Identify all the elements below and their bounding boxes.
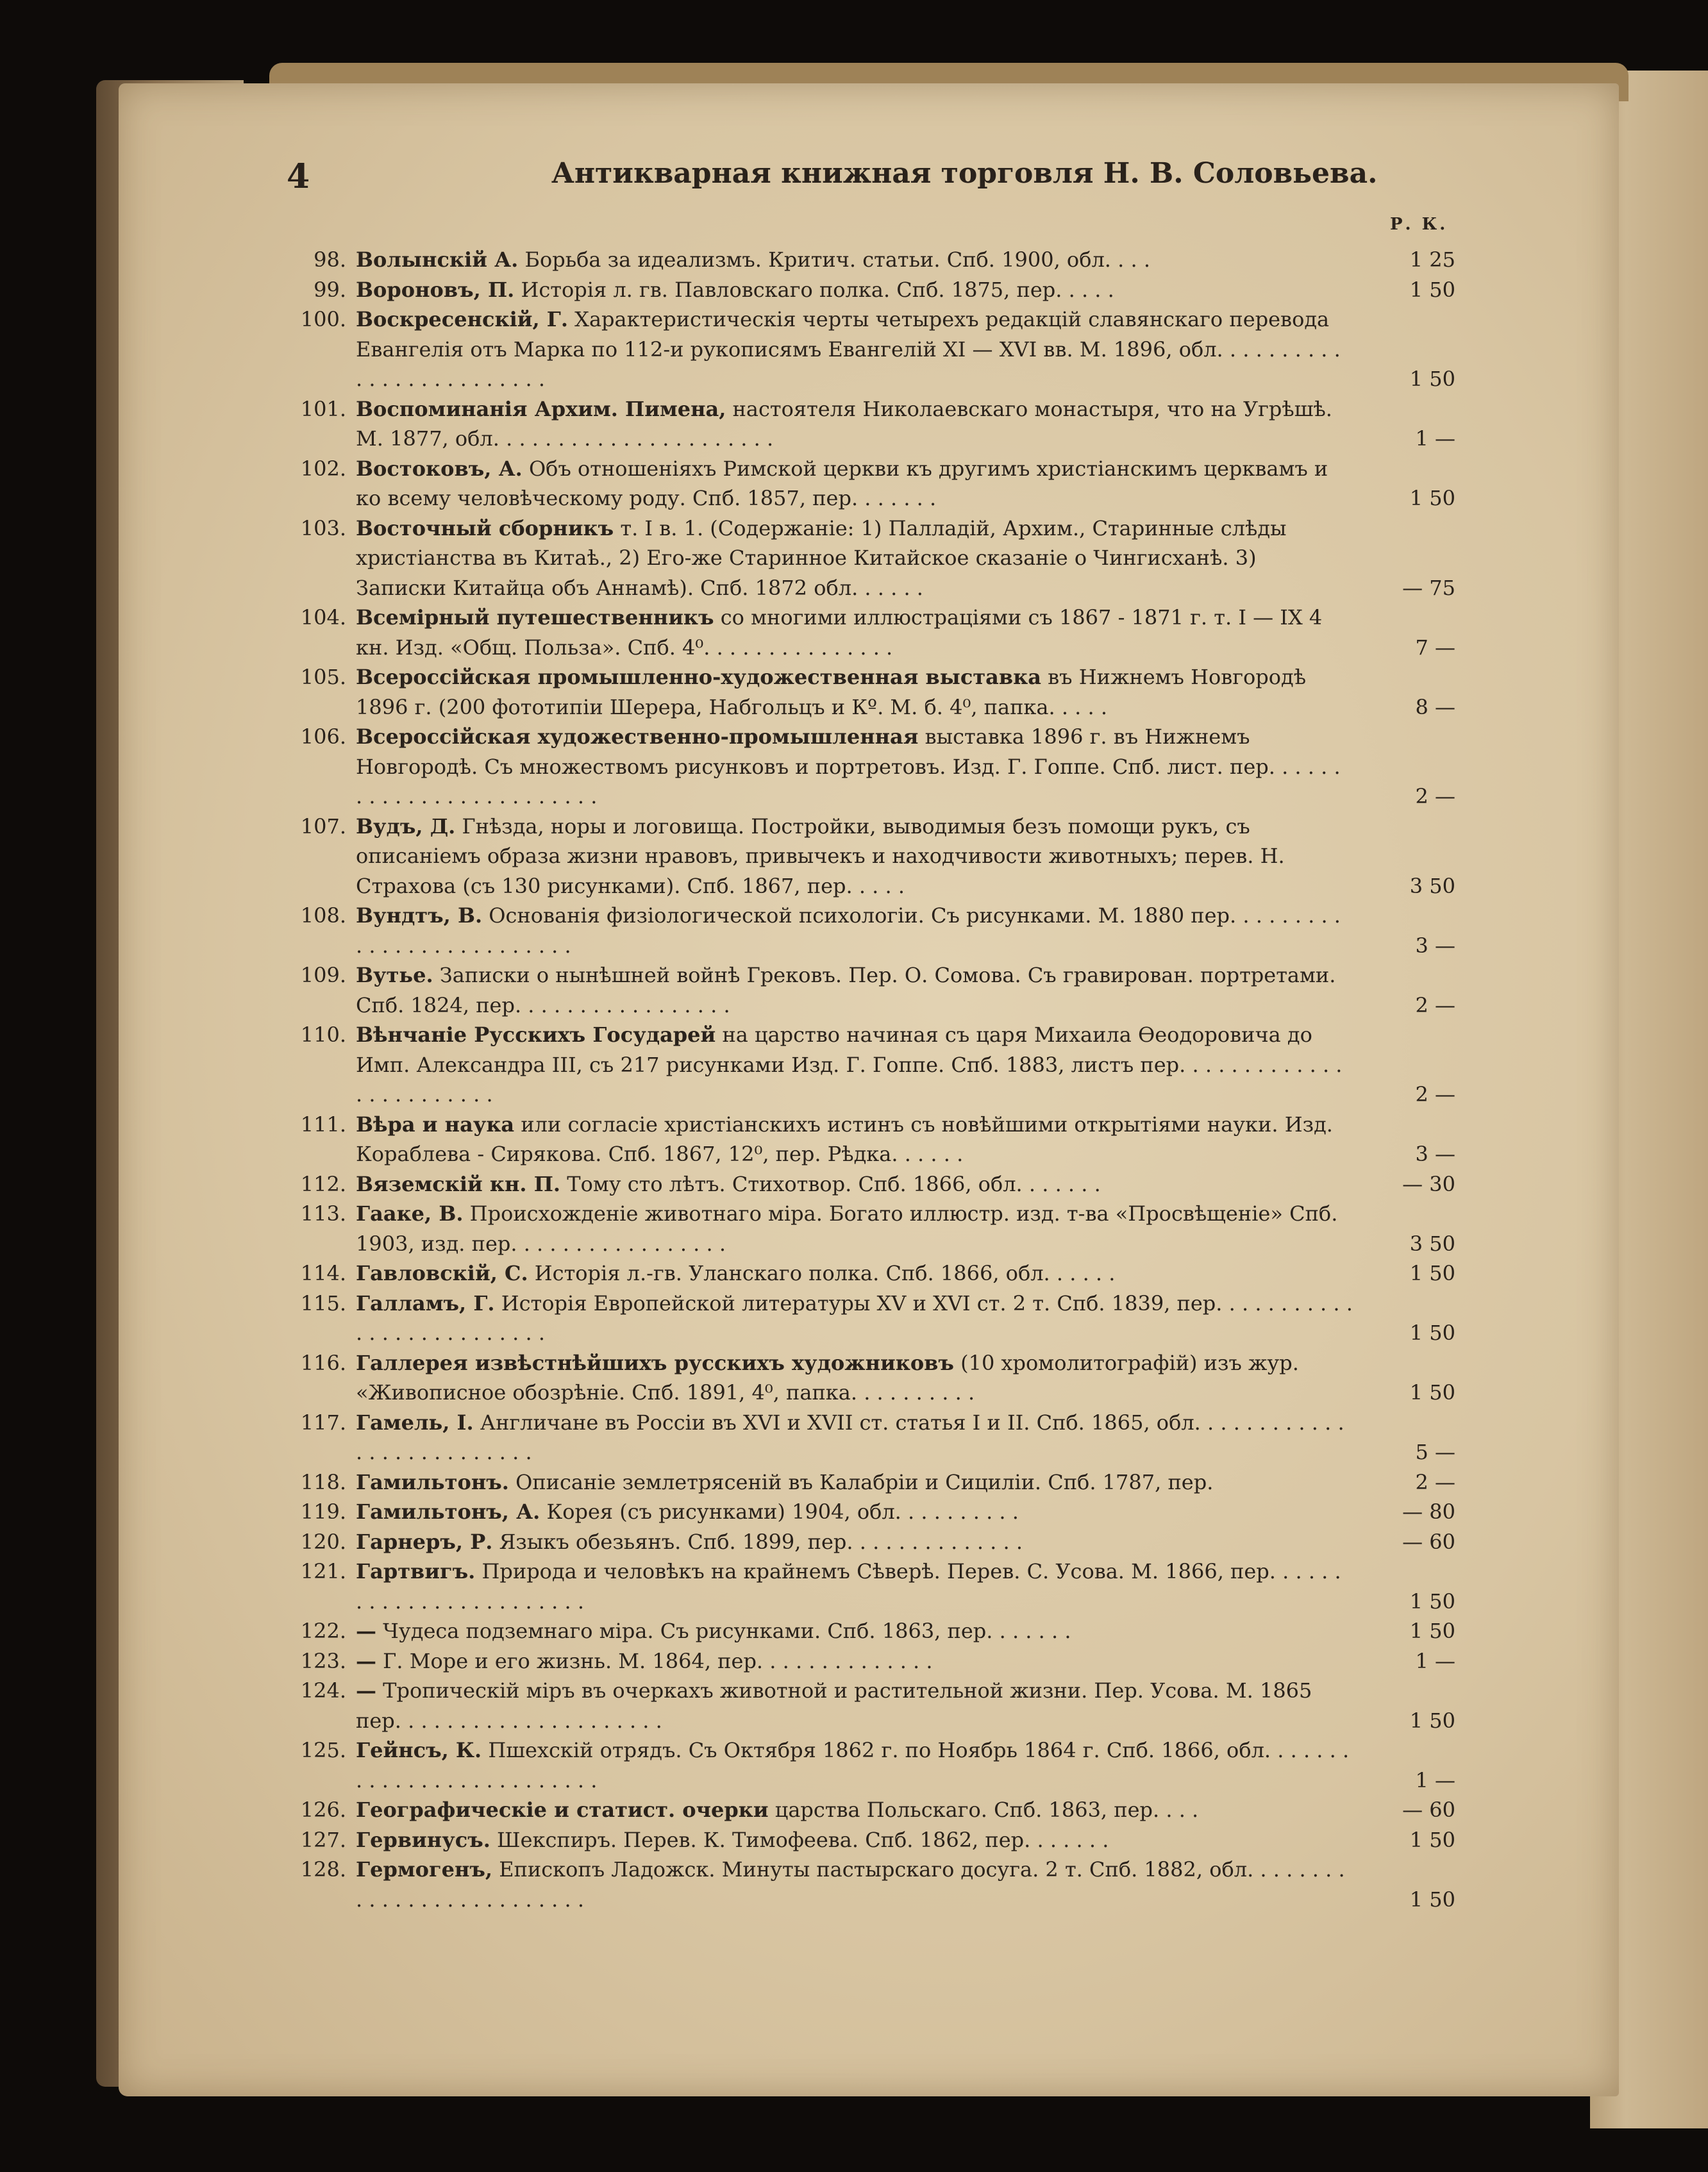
entry-author: Восточный сборникъ bbox=[356, 515, 614, 540]
entry-title: со многими иллюстраціями съ 1867 - 1871 г. т. I — IX 4 кн. Изд. «Общ. Польза». Спб. 4⁰. . . . . . . . . . . . . . . bbox=[356, 605, 1323, 660]
page-number: 4 bbox=[287, 157, 310, 196]
entry-description bbox=[356, 1020, 1455, 1110]
catalog-entry bbox=[276, 662, 1455, 722]
catalog-entry bbox=[276, 1199, 1455, 1258]
catalog-entry bbox=[276, 1289, 1455, 1348]
catalog-entry bbox=[276, 1735, 1455, 1795]
entry-title: Гнѣзда, норы и логовища. Постройки, выводимыя безъ помощи рукъ, съ описаніемъ образа жизни нравовъ, привычекъ и находчивости животныхъ; перев. Н. Страхова (съ 130 рисунками). Спб. 1867, пер. . . . . bbox=[356, 814, 1285, 898]
entry-price: 2 — bbox=[1415, 784, 1455, 808]
entry-number: 102. bbox=[300, 456, 346, 481]
entry-number: 104. bbox=[300, 605, 346, 630]
entry-description bbox=[356, 812, 1455, 901]
entry-number: 127. bbox=[300, 1827, 346, 1852]
entry-title: Шекспиръ. Перев. К. Тимофеева. Спб. 1862, пер. . . . . . . bbox=[490, 1827, 1109, 1852]
entry-price: 1 50 bbox=[1409, 277, 1455, 302]
entry-number: 114. bbox=[300, 1261, 346, 1285]
entry-price: 5 — bbox=[1415, 1440, 1455, 1464]
entry-description bbox=[356, 1557, 1455, 1616]
entry-description bbox=[356, 1795, 1455, 1825]
entry-price: 1 — bbox=[1415, 1648, 1455, 1673]
entry-price: 1 50 bbox=[1409, 1589, 1455, 1614]
entry-title: Чудеса подземнаго міра. Съ рисунками. Спб. 1863, пер. . . . . . . bbox=[376, 1619, 1071, 1643]
entry-author: Галлерея извѣстнѣйшихъ русскихъ художниковъ bbox=[356, 1350, 954, 1375]
entry-author: — bbox=[356, 1619, 376, 1643]
entry-author: Вороновъ, П. bbox=[356, 277, 515, 302]
entry-price: 2 — bbox=[1415, 1082, 1455, 1107]
entry-number: 110. bbox=[300, 1023, 346, 1047]
catalog-entry bbox=[276, 1467, 1455, 1498]
entry-author: Воскресенскій, Г. bbox=[356, 307, 568, 331]
entry-number: 109. bbox=[300, 963, 346, 987]
entry-number: 125. bbox=[300, 1738, 346, 1762]
running-head: Антикварная книжная торговля Н. В. Соловьева. bbox=[551, 157, 1378, 190]
entry-title: т. I в. 1. (Содержаніе: 1) Палладій, Архим., Старинные слѣды христіанства въ Китаѣ., 2) Его-же Старинное Китайское сказаніе о Чингисханѣ. 3) Записки Китайца объ Аннамѣ). Спб. 1872 обл. . . . . . bbox=[356, 515, 1287, 600]
entry-description bbox=[356, 603, 1455, 662]
catalog-entry bbox=[276, 1497, 1455, 1527]
entry-author: Всероссійская промышленно-художественная выставка bbox=[356, 665, 1041, 689]
entry-author: Гартвигъ. bbox=[356, 1559, 476, 1583]
entry-author: — bbox=[356, 1678, 376, 1703]
catalog-entry bbox=[276, 1676, 1455, 1735]
catalog-entry bbox=[276, 1795, 1455, 1825]
entry-price: 2 — bbox=[1415, 1469, 1455, 1494]
entry-title: выставка 1896 г. въ Нижнемъ Новгородѣ. Съ множествомъ рисунковъ и портретовъ. Изд. Г. Гоппе. Спб. лист. пер. . . . . . . . . . . . . . . . . . . . . . . . . bbox=[356, 724, 1341, 808]
entry-author: Востоковъ, А. bbox=[356, 456, 523, 481]
entry-description bbox=[356, 275, 1455, 305]
entry-title: Характеристическія черты четырехъ редакцій славянскаго перевода Евангелія отъ Марка по 112-и рукописямъ Евангелій XI — XVI вв. М. 1896, обл. . . . . . . . . . . . . . . . . . . . . . . . . bbox=[356, 307, 1341, 391]
entry-price: 1 50 bbox=[1409, 367, 1455, 391]
catalog-entry bbox=[276, 1527, 1455, 1557]
catalog-entry bbox=[276, 275, 1455, 305]
entry-title: Природа и человѣкъ на крайнемъ Сѣверѣ. Перев. С. Усова. М. 1866, пер. . . . . . . . . . . . . . . . . . . . . . . . bbox=[356, 1559, 1341, 1614]
entry-title: Объ отношеніяхъ Римской церкви къ другимъ христіанскимъ церквамъ и ко всему человѣческому роду. Спб. 1857, пер. . . . . . . bbox=[356, 456, 1328, 510]
entry-author: Галламъ, Г. bbox=[356, 1291, 495, 1316]
catalog-entry bbox=[276, 1646, 1455, 1676]
entry-title: Исторія л. гв. Павловскаго полка. Спб. 1875, пер. . . . . bbox=[514, 277, 1114, 302]
entry-description bbox=[356, 305, 1455, 394]
entry-author: Вѣнчаніе Русскихъ Государей bbox=[356, 1023, 716, 1047]
entry-price: — 75 bbox=[1402, 575, 1455, 600]
entry-title: Тому сто лѣтъ. Стихотвор. Спб. 1866, обл. . . . . . . bbox=[560, 1171, 1101, 1196]
entry-author: Вудъ, Д. bbox=[356, 814, 456, 839]
entry-number: 121. bbox=[300, 1559, 346, 1583]
entry-price: — 30 bbox=[1402, 1171, 1455, 1196]
entry-description bbox=[356, 454, 1455, 514]
entry-number: 108. bbox=[300, 903, 346, 928]
entry-author: Гамильтонъ, А. bbox=[356, 1500, 540, 1524]
entry-price: 1 — bbox=[1415, 1767, 1455, 1792]
entry-title: на царство начиная съ царя Михаила Ѳеодоровича до Имп. Александра III, съ 217 рисунками Изд. Г. Гоппе. Спб. 1883, листъ пер. . . . . . . . . . . . . . . . . . . . . . . . bbox=[356, 1023, 1343, 1107]
entry-price: 2 — bbox=[1415, 992, 1455, 1017]
catalog-entry bbox=[276, 722, 1455, 812]
entry-price: 1 50 bbox=[1409, 486, 1455, 510]
entry-price: 1 50 bbox=[1409, 1261, 1455, 1285]
catalog-entry bbox=[276, 305, 1455, 394]
catalog-entry bbox=[276, 514, 1455, 603]
entry-description bbox=[356, 1676, 1455, 1735]
entry-number: 115. bbox=[300, 1291, 346, 1316]
entry-description bbox=[356, 1199, 1455, 1258]
entry-description bbox=[356, 662, 1455, 722]
entry-title: Описаніе землетрясеній въ Калабріи и Сициліи. Спб. 1787, пер. bbox=[508, 1469, 1214, 1494]
entry-title: Пшехскій отрядъ. Съ Октября 1862 г. по Ноябрь 1864 г. Спб. 1866, обл. . . . . . . . . . . . . . . . . . . . . . . . . . bbox=[356, 1738, 1350, 1792]
entry-title: Епископъ Ладожск. Минуты пастырскаго досуга. 2 т. Спб. 1882, обл. . . . . . . . . . . . . . . . . . . . . . . . . . bbox=[356, 1857, 1345, 1912]
entry-title: Происхожденіе животнаго міра. Богато иллюстр. изд. т-ва «Просвѣщеніе» Спб. 1903, изд. пер. . . . . . . . . . . . . . . . . bbox=[356, 1201, 1338, 1256]
catalog-entry bbox=[276, 1408, 1455, 1467]
entry-price: 3 — bbox=[1415, 1142, 1455, 1166]
entry-description bbox=[356, 245, 1455, 275]
entry-number: 118. bbox=[300, 1469, 346, 1494]
catalog-entry bbox=[276, 603, 1455, 662]
entry-title: Г. Море и его жизнь. М. 1864, пер. . . . . . . . . . . . . . bbox=[376, 1648, 933, 1673]
entry-author: Воспоминанія Архим. Пимена, bbox=[356, 396, 726, 421]
entry-number: 128. bbox=[300, 1857, 346, 1882]
entry-number: 126. bbox=[300, 1798, 346, 1822]
catalog-entry bbox=[276, 1020, 1455, 1110]
entry-title: Исторія л.-гв. Уланскаго полка. Спб. 1866, обл. . . . . . bbox=[528, 1261, 1116, 1285]
entry-price: 1 — bbox=[1415, 426, 1455, 451]
entry-author: Вутье. bbox=[356, 963, 433, 987]
entry-description bbox=[356, 1258, 1455, 1289]
entry-price: — 60 bbox=[1402, 1798, 1455, 1822]
entry-description bbox=[356, 960, 1455, 1020]
entry-number: 120. bbox=[300, 1529, 346, 1554]
entry-author: — bbox=[356, 1648, 376, 1673]
entry-description bbox=[356, 1467, 1455, 1498]
entry-description bbox=[356, 1616, 1455, 1646]
catalog-entry bbox=[276, 1557, 1455, 1616]
entry-author: Гарнеръ, Р. bbox=[356, 1529, 493, 1554]
entry-price: 1 50 bbox=[1409, 1619, 1455, 1643]
entry-title: Основанія физіологической психологіи. Съ рисунками. М. 1880 пер. . . . . . . . . . . . . . . . . . . . . . . . . . bbox=[356, 903, 1341, 958]
entry-author: Гамель, І. bbox=[356, 1410, 474, 1435]
entry-title: Языкъ обезьянъ. Спб. 1899, пер. . . . . . . . . . . . . . bbox=[492, 1529, 1023, 1554]
entry-number: 122. bbox=[300, 1619, 346, 1643]
entry-price: 1 25 bbox=[1409, 247, 1455, 272]
entry-description bbox=[356, 1646, 1455, 1676]
entry-description bbox=[356, 514, 1455, 603]
entry-number: 107. bbox=[300, 814, 346, 839]
entry-description bbox=[356, 1497, 1455, 1527]
entry-author: Гааке, В. bbox=[356, 1201, 464, 1226]
entry-author: Гамильтонъ. bbox=[356, 1469, 509, 1494]
entry-description bbox=[356, 1408, 1455, 1467]
entry-author: Гермогенъ, bbox=[356, 1857, 493, 1882]
catalog-entries bbox=[276, 245, 1455, 1914]
entry-number: 123. bbox=[300, 1648, 346, 1673]
entry-author: Всероссійская художественно-промышленная bbox=[356, 724, 919, 749]
entry-number: 99. bbox=[314, 277, 346, 302]
entry-title: Корея (съ рисунками) 1904, обл. . . . . . . . . . bbox=[540, 1500, 1019, 1524]
entry-author: Вундтъ, В. bbox=[356, 903, 483, 928]
entry-description bbox=[356, 1289, 1455, 1348]
entry-number: 101. bbox=[300, 396, 346, 421]
entry-price: — 60 bbox=[1402, 1529, 1455, 1554]
catalog-entry bbox=[276, 394, 1455, 454]
entry-author: Гервинусъ. bbox=[356, 1827, 490, 1852]
entry-number: 106. bbox=[300, 724, 346, 749]
catalog-entry bbox=[276, 1616, 1455, 1646]
entry-price: 7 — bbox=[1415, 635, 1455, 660]
entry-title: Исторія Европейской литературы XV и XVI ст. 2 т. Спб. 1839, пер. . . . . . . . . . . . . . . . . . . . . . . . . . bbox=[356, 1291, 1353, 1345]
catalog-entry bbox=[276, 960, 1455, 1020]
entry-number: 105. bbox=[300, 665, 346, 689]
entry-price: 3 50 bbox=[1409, 1231, 1455, 1256]
entry-number: 117. bbox=[300, 1410, 346, 1435]
entry-description bbox=[356, 1735, 1455, 1795]
entry-description bbox=[356, 1110, 1455, 1169]
entry-price: 1 50 bbox=[1409, 1321, 1455, 1345]
entry-number: 124. bbox=[300, 1678, 346, 1703]
entry-description bbox=[356, 1527, 1455, 1557]
entry-description bbox=[356, 1169, 1455, 1199]
entry-price: 8 — bbox=[1415, 694, 1455, 719]
entry-author: Всемірный путешественникъ bbox=[356, 605, 714, 630]
catalog-entry bbox=[276, 901, 1455, 960]
entry-number: 100. bbox=[300, 307, 346, 331]
catalog-entry bbox=[276, 1348, 1455, 1408]
entry-number: 98. bbox=[314, 247, 346, 272]
catalog-entry bbox=[276, 1855, 1455, 1914]
entry-title: или согласіе христіанскихъ истинъ съ новѣйшими открытіями науки. Изд. Кораблева - Сирякова. Спб. 1867, 12⁰, пер. Рѣдка. . . . . . bbox=[356, 1112, 1333, 1166]
entry-description bbox=[356, 901, 1455, 960]
entry-price: 1 50 bbox=[1409, 1380, 1455, 1405]
entry-price: 1 50 bbox=[1409, 1708, 1455, 1733]
entry-title: Борьба за идеализмъ. Критич. статьи. Спб. 1900, обл. . . . bbox=[518, 247, 1150, 272]
entry-description bbox=[356, 1855, 1455, 1914]
entry-author: Волынскій А. bbox=[356, 247, 519, 272]
price-column-header: Р. К. bbox=[1390, 215, 1448, 234]
entry-description bbox=[356, 1348, 1455, 1408]
entry-price: — 80 bbox=[1402, 1500, 1455, 1524]
catalog-entry bbox=[276, 1169, 1455, 1199]
entry-number: 116. bbox=[300, 1350, 346, 1375]
entry-price: 1 50 bbox=[1409, 1827, 1455, 1852]
catalog-entry bbox=[276, 1110, 1455, 1169]
entry-title: (10 хромолитографій) изъ жур. «Живописное обозрѣніе. Спб. 1891, 4⁰, папка. . . . . . . . . . bbox=[356, 1350, 1299, 1405]
entry-price: 3 — bbox=[1415, 933, 1455, 958]
entry-author: Гавловскій, С. bbox=[356, 1261, 528, 1285]
entry-description bbox=[356, 1825, 1455, 1855]
entry-number: 113. bbox=[300, 1201, 346, 1226]
entry-title: настоятеля Николаевскаго монастыря, что на Угрѣшѣ. М. 1877, обл. . . . . . . . . . . . . . . . . . . . . . bbox=[356, 396, 1332, 451]
entry-author: Вяземскій кн. П. bbox=[356, 1171, 561, 1196]
catalog-entry bbox=[276, 454, 1455, 514]
entry-title: Англичане въ Россіи въ XVI и XVII ст. статья I и II. Спб. 1865, обл. . . . . . . . . . . . . . . . . . . . . . . . . . bbox=[356, 1410, 1344, 1464]
entry-author: Гейнсъ, К. bbox=[356, 1738, 482, 1762]
catalog-entry bbox=[276, 245, 1455, 275]
entry-price: 1 50 bbox=[1409, 1887, 1455, 1912]
entry-title: Записки о нынѣшней войнѣ Грековъ. Пер. О. Сомова. Съ гравирован. портретами. Спб. 1824, пер. . . . . . . . . . . . . . . . . bbox=[356, 963, 1336, 1017]
entry-number: 112. bbox=[300, 1171, 346, 1196]
entry-author: Вѣра и наука bbox=[356, 1112, 515, 1137]
catalog-entry bbox=[276, 1258, 1455, 1289]
entry-title: царства Польскаго. Спб. 1863, пер. . . . bbox=[768, 1798, 1199, 1822]
entry-number: 119. bbox=[300, 1500, 346, 1524]
catalog-entry bbox=[276, 812, 1455, 901]
entry-title: въ Нижнемъ Новгородѣ 1896 г. (200 фототипіи Шерера, Набгольцъ и Кº. М. б. 4⁰, папка. . . . . bbox=[356, 665, 1307, 719]
entry-description bbox=[356, 394, 1455, 454]
entry-number: 103. bbox=[300, 515, 346, 540]
entry-price: 3 50 bbox=[1409, 873, 1455, 898]
catalog-entry bbox=[276, 1825, 1455, 1855]
entry-description bbox=[356, 722, 1455, 812]
entry-number: 111. bbox=[300, 1112, 346, 1137]
entry-title: Тропическій міръ въ очеркахъ животной и растительной жизни. Пер. Усова. М. 1865 пер. . . . . . . . . . . . . . . . . . . . . bbox=[356, 1678, 1312, 1733]
entry-author: Географическіе и статист. очерки bbox=[356, 1798, 769, 1822]
